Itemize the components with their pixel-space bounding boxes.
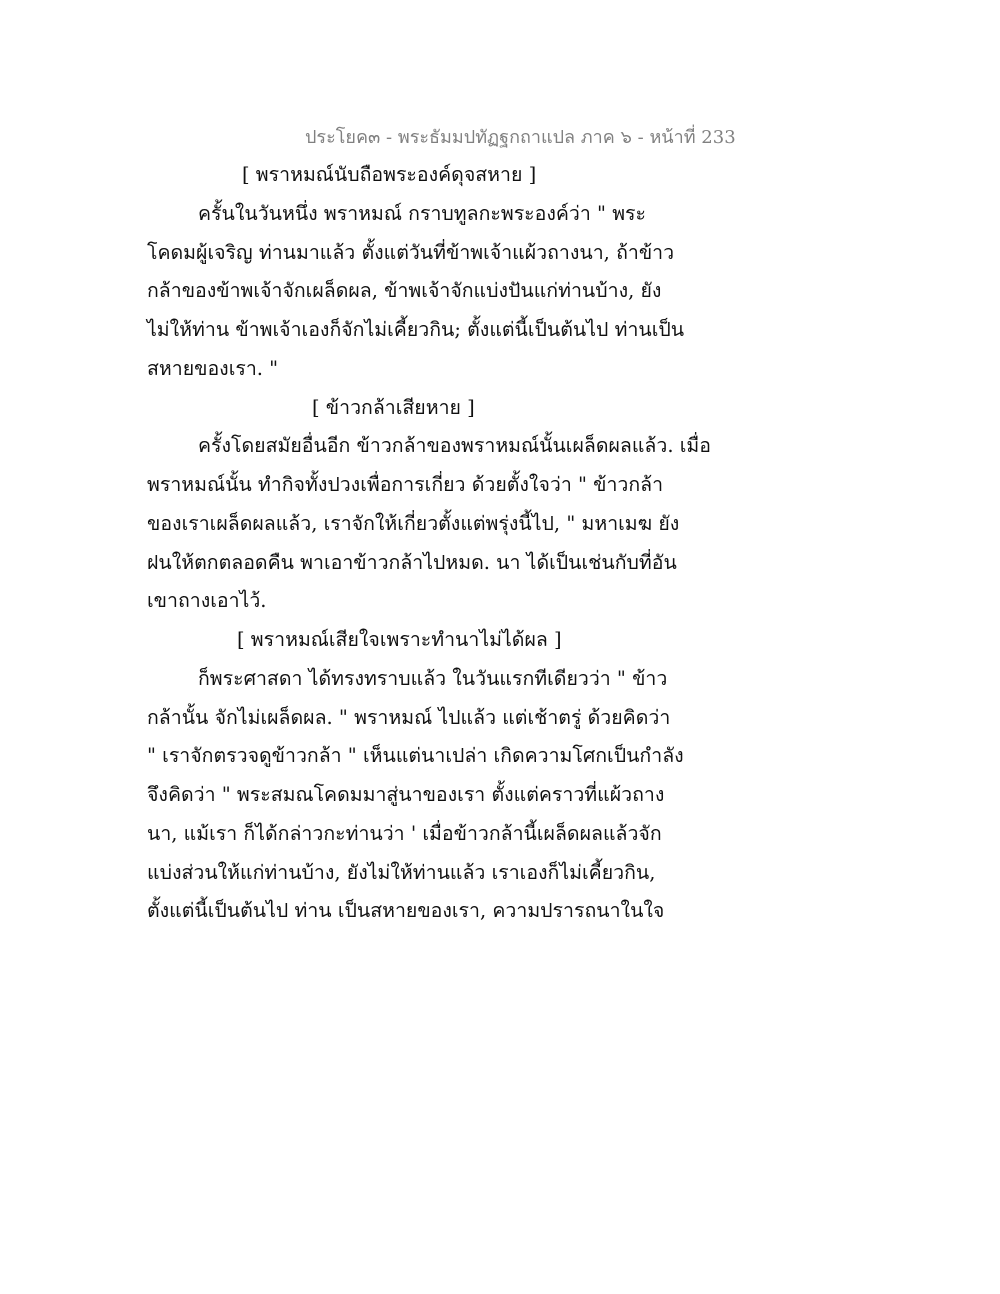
paragraph-3-line-1: ก็พระศาสดา ได้ทรงทราบแล้ว ในวันแรกทีเดียวว่า " ข้าว: [198, 666, 668, 690]
paragraph-3-line-6: แบ่งส่วนให้แก่ท่านบ้าง, ยังไม่ให้ท่านแล้ว เราเองก็ไม่เคี้ยวกิน,: [147, 860, 656, 884]
paragraph-3-line-2: กล้านั้น จักไม่เผล็ดผล. " พราหมณ์ ไปแล้ว แต่เช้าตรู่ ด้วยคิดว่า: [147, 705, 671, 729]
paragraph-3-line-7: ตั้งแต่นี้เป็นต้นไป ท่าน เป็นสหายของเรา, ความปรารถนาในใจ: [147, 899, 665, 923]
section-heading-1: [ พราหมณ์นับถือพระองค์ดุจสหาย ]: [242, 163, 537, 186]
page-body: [147, 156, 711, 931]
paragraph-1-line-2: โคดมผู้เจริญ ท่านมาแล้ว ตั้งแต่วันที่ข้าพเจ้าแผ้วถางนา, ถ้าข้าว: [147, 240, 675, 264]
paragraph-1-line-1: ครั้นในวันหนึ่ง พราหมณ์ กราบทูลกะพระองค์ว่า " พระ: [198, 201, 646, 225]
section-heading-3: [ พราหมณ์เสียใจเพราะทำนาไม่ได้ผล ]: [237, 628, 562, 651]
paragraph-1-line-5: สหายของเรา. ": [147, 356, 279, 380]
paragraph-3-line-4: จึงคิดว่า " พระสมณโคดมมาสู่นาของเรา ตั้งแต่คราวที่แผ้วถาง: [147, 783, 665, 806]
paragraph-3-line-3: " เราจักตรวจดูข้าวกล้า " เห็นแต่นาเปล่า เกิดความโศกเป็นกำลัง: [147, 744, 684, 768]
section-heading-2: [ ข้าวกล้าเสียหาย ]: [312, 395, 475, 419]
paragraph-2-line-1: ครั้งโดยสมัยอื่นอีก ข้าวกล้าของพราหมณ์นั้นเผล็ดผลแล้ว. เมื่อ: [198, 434, 711, 458]
paragraph-2-line-5: เขาถางเอาไว้.: [147, 589, 267, 613]
paragraph-2-line-3: ของเราเผล็ดผลแล้ว, เราจักให้เกี่ยวตั้งแต่พรุ่งนี้ไป, " มหาเมฆ ยัง: [147, 511, 680, 535]
paragraph-2-line-2: พราหมณ์นั้น ทำกิจทั้งปวงเพื่อการเกี่ยว ด้วยตั้งใจว่า " ข้าวกล้า: [147, 473, 664, 496]
paragraph-3-line-5: นา, แม้เรา ก็ได้กล่าวกะท่านว่า ' เมื่อข้าวกล้านี้เผล็ดผลแล้วจัก: [147, 821, 662, 845]
running-header: ประโยค๓ - พระธัมมปทัฏฐกถาแปล ภาค ๖ - หน้าที่ 233: [305, 127, 736, 148]
paragraph-1-line-4: ไม่ให้ท่าน ข้าพเจ้าเองก็จักไม่เคี้ยวกิน; ตั้งแต่นี้เป็นต้นไป ท่านเป็น: [147, 318, 685, 341]
paragraph-2-line-4: ฝนให้ตกตลอดคืน พาเอาข้าวกล้าไปหมด. นา ได้เป็นเช่นกับที่อัน: [147, 550, 677, 574]
paragraph-1-line-3: กล้าของข้าพเจ้าจักเผล็ดผล, ข้าพเจ้าจักแบ่งปันแก่ท่านบ้าง, ยัง: [147, 279, 662, 303]
